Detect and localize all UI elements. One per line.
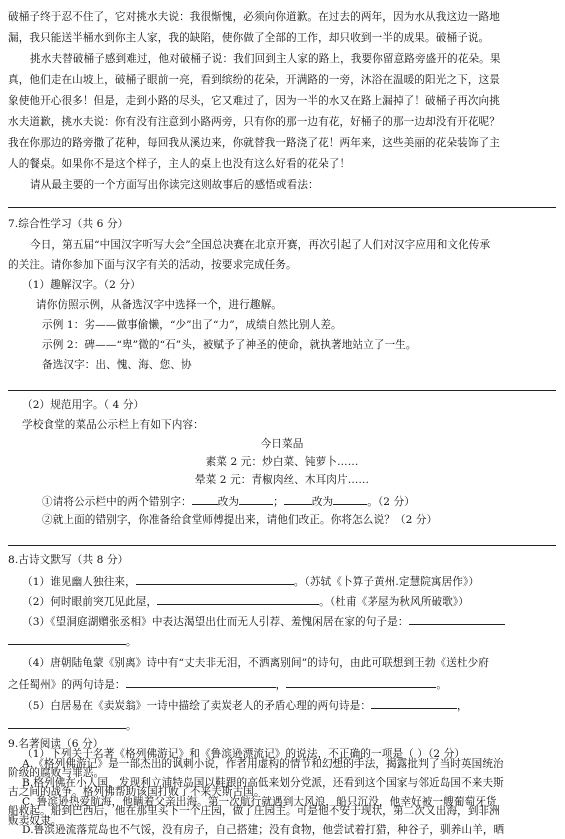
q7-example-1: 示例 1：劣——做事偷懒，“少”出了“力”，成绩自然比别人差。 (42, 319, 342, 331)
emphasized-text: 不正确 (328, 747, 361, 760)
task-text: 。 (436, 679, 448, 691)
q8-heading: 8.古诗文默写（共 8 分） (8, 554, 129, 566)
q7-sub1-title: （1）趣解汉字。（2 分） (22, 279, 141, 291)
task-text: （2）何时眼前突兀见此屋， (22, 596, 158, 608)
story-prompt: 请从最主要的一个方面写出你读完这则故事后的感悟或看法： (30, 179, 319, 191)
option-d[interactable]: D.鲁滨逊流落荒岛也不气馁，没有房子，自己搭建；没有食物，他尝试着打猎，种谷子，驯养山羊，晒 (22, 824, 505, 836)
task-text: ； (273, 496, 284, 508)
task-text: 。（杜甫《茅屋为秋风所破歌》） (319, 596, 469, 608)
blank-field[interactable] (157, 593, 319, 605)
menu-line: 晕菜 2 元：青椒肉丝、木耳肉片…… (194, 474, 370, 486)
story-line: 漏，我只能送半桶水到你主人家，我的缺陷，使你做了全部的工作，却只收到一半的成果。破桶子说。 (8, 32, 490, 44)
q8-line-4: （4）唐朝陆龟蒙《别离》诗中有“丈夫非无泪，不洒离别间”的诗句，由此可联想到王勃《送杜少府 (22, 657, 490, 669)
q9-heading: 9.名著阅读（6 分） (8, 738, 104, 750)
task-text: 改为 (217, 496, 240, 508)
q7-intro: 今日，第五届“中国汉字听写大会”全国总决赛在北京开赛，再次引起了人们对汉字应用和文化传承 (30, 239, 491, 251)
blank-field[interactable] (239, 493, 273, 505)
blank-field[interactable] (284, 493, 312, 505)
task-text: （3）《望洞庭湖赠张丞相》中表达渴望出仕而无人引荐、羞愧闲居在家的句子是： (22, 616, 409, 628)
blank-field[interactable] (409, 613, 505, 625)
blank-field[interactable] (286, 676, 436, 688)
blank-field[interactable] (192, 493, 218, 505)
q7-task-1 (42, 493, 556, 510)
blank-field[interactable] (8, 633, 126, 645)
q8-line-5 (22, 697, 556, 714)
blank-field[interactable] (333, 493, 367, 505)
blank-field[interactable] (126, 676, 276, 688)
menu-title: 今日菜品 (260, 438, 304, 450)
blank-field[interactable] (8, 717, 126, 729)
q7-sub1-instruction: 请你仿照示例，从备选汉字中选择一个，进行趣解。 (36, 299, 282, 311)
option-c[interactable]: C. 鲁滨逊热爱航海，他瞒着父亲出海。第一次航行就遇到大风浪，船只沉没，他幸好被一艘葡萄牙货 (22, 795, 497, 808)
q7-choices: 备选汉字：出、愧、海、您、协 (42, 359, 192, 371)
q8-line-3-cont (8, 633, 556, 650)
q8-line-5-cont (8, 717, 556, 734)
q8-line-2 (22, 593, 556, 610)
story-line: 人的餐桌。如果你不是这个样子，主人的桌上也没有这么好看的花朵了！ (8, 158, 351, 170)
q7-sub2-title: （2）规范用字。（ 4 分） (22, 399, 145, 411)
option-a[interactable]: A.《格列佛游记》是一部杰出的讽刺小说，作者用虚构的情节和幻想的手法，揭露批判了当时英国统治 (22, 757, 504, 770)
task-text: ， (457, 700, 468, 712)
task-text: （1）下列关于名著《格列佛游记》和《鲁滨逊漂流记》的说法， (22, 747, 329, 760)
task-text: 改为 (311, 496, 334, 508)
q7-example-2: 示例 2：碑——“卑”微的“石”头，被赋予了神圣的使命，就执著地站立了一生。 (42, 339, 417, 351)
option-b[interactable]: B.格列佛在小人国，发现利立浦特岛国以鞋跟的高低来划分党派，还看到这个国家与邻近岛国不来夫斯 (22, 776, 504, 789)
q8-line-3 (22, 613, 556, 630)
q7-sub2-intro: 学校食堂的菜品公示栏上有如下内容： (22, 419, 204, 431)
task-text: ①请将公示栏中的两个错别字： (42, 496, 192, 508)
task-text: （5）白居易在《卖炭翁》一诗中描绘了卖炭老人的矛盾心理的两句诗是： (22, 700, 372, 712)
task-text: 。（2 分） (367, 496, 415, 508)
menu-line: 素菜 2 元：炒白菜、钝萝卜…… (205, 456, 359, 468)
blank-field[interactable] (371, 697, 457, 709)
q8-line-4-cont (8, 676, 556, 693)
task-text: ， (275, 679, 287, 691)
story-line: 真，他们走在山坡上，破桶子眼前一亮，看到缤纷的花朵，开满路的一旁，沐浴在温暖的阳光之下，这景 (8, 74, 500, 86)
q7-task-2: ②就上面的错别字，你准备给食堂师傅提出来，请他们改正。你将怎么说？（2 分） (42, 514, 438, 526)
story-line: 破桶子终于忍不住了，它对挑水夫说：我很惭愧，必须向你道歉。在过去的两年，因为水从我这边一路地 (8, 11, 500, 23)
option-b-cont: 古之间的战争。格列佛帮助该国打败了不来夫斯古国。 (8, 786, 265, 798)
task-text: （1）谁见幽人独往来， (22, 576, 136, 588)
story-line: 水夫道歉，挑水夫说：你有没有注意到小路两旁，只有你的那一边有花，好桶子的那一边却没有开花呢？ (8, 116, 500, 128)
option-c-cont: 贩卖奴隶。 (8, 814, 62, 827)
option-a-cont: 阶级的腐败与罪恶。 (8, 767, 105, 779)
q8-line-1 (22, 573, 556, 590)
task-text: 。（苏轼《卜算子黄州.定慧院寓居作》） (293, 576, 480, 588)
answer-line[interactable] (8, 207, 556, 208)
story-line: 我在你那边的路旁撒了花种，每回我从溪边来，你就替我一路浇了花！两年来，这些美丽的花朵装饰了主 (8, 137, 500, 149)
task-text: 的一项是（ ）（2 分） (360, 747, 466, 760)
option-c-cont: 船救起。船到巴西后，他在那里买下一个庄园，做了庄园主。可是他不安于现状，第二次又出海，到非洲 (8, 805, 500, 817)
task-text: 之任蜀州》的两句诗是： (8, 679, 126, 691)
story-line: 象使他开心很多！但是，走到小路的尽头，它又难过了，因为一半的水又在路上漏掉了！破桶子再次向挑 (8, 95, 500, 107)
answer-line[interactable] (8, 545, 556, 546)
task-text: 。 (126, 636, 137, 648)
story-line: 挑水夫替破桶子感到难过，他对破桶子说：我们回到主人家的路上，我要你留意路旁盛开的花朵。果 (30, 53, 501, 65)
answer-line[interactable] (8, 390, 556, 391)
q7-intro: 的关注。请你参加下面与汉字有关的活动，按要求完成任务。 (8, 259, 297, 271)
q7-heading: 7.综合性学习（共 6 分） (8, 218, 129, 230)
blank-field[interactable] (136, 573, 294, 585)
task-text: 。 (126, 720, 137, 732)
